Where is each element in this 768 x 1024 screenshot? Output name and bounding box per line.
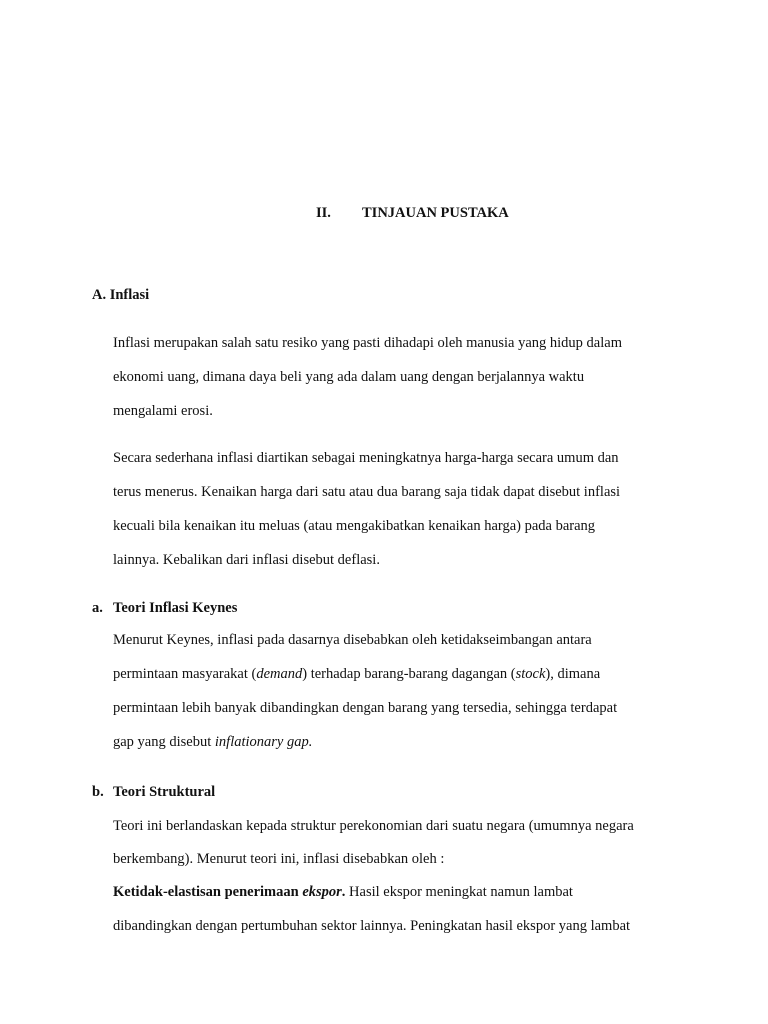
paragraph-line: kecuali bila kenaikan itu meluas (atau mengakibatkan kenaikan harga) pada barang: [113, 518, 596, 534]
text-segment: permintaan masyarakat (: [113, 666, 257, 682]
section-heading-inflasi: A. Inflasi: [92, 287, 150, 303]
subheading-letter-a: a.: [92, 600, 103, 616]
text-segment: Hasil ekspor meningkat namun lambat: [345, 884, 573, 900]
emphasis-inflationary-gap: inflationary gap.: [214, 734, 313, 750]
emphasis-demand: demand: [256, 666, 303, 682]
paragraph-line: mengalami erosi.: [113, 403, 213, 419]
subheading-teori-struktural: Teori Struktural: [113, 784, 216, 800]
emphasis-ekspor: ekspor: [302, 884, 342, 900]
text-segment: ), dimana: [545, 666, 601, 682]
emphasis-stock: stock: [515, 666, 546, 682]
paragraph-line: dibandingkan dengan pertumbuhan sektor lainnya. Peningkatan hasil ekspor yang lambat: [113, 918, 631, 934]
paragraph-line: [113, 666, 600, 683]
text-segment: gap yang disebut: [113, 734, 215, 750]
chapter-title: TINJAUAN PUSTAKA: [362, 205, 509, 221]
paragraph-line: terus menerus. Kenaikan harga dari satu atau dua barang saja tidak dapat disebut inflasi: [113, 484, 621, 500]
bold-lead: [113, 884, 345, 900]
text-segment: Ketidak-elastisan penerimaan: [113, 884, 303, 900]
paragraph-line: Secara sederhana inflasi diartikan sebagai meningkatnya harga-harga secara umum dan: [113, 450, 619, 466]
text-segment: .: [341, 884, 346, 900]
paragraph-line: berkembang). Menurut teori ini, inflasi disebabkan oleh :: [113, 851, 445, 867]
paragraph-line: Teori ini berlandaskan kepada struktur perekonomian dari suatu negara (umumnya negara: [113, 818, 634, 834]
subheading-letter-b: b.: [92, 784, 104, 800]
paragraph-line: Inflasi merupakan salah satu resiko yang pasti dihadapi oleh manusia yang hidup dalam: [113, 335, 622, 351]
paragraph-line: ekonomi uang, dimana daya beli yang ada dalam uang dengan berjalannya waktu: [113, 369, 585, 385]
subheading-teori-inflasi-keynes: Teori Inflasi Keynes: [113, 600, 238, 616]
paragraph-line: permintaan lebih banyak dibandingkan dengan barang yang tersedia, sehingga terdapat: [113, 700, 618, 716]
paragraph-line: Menurut Keynes, inflasi pada dasarnya disebabkan oleh ketidakseimbangan antara: [113, 632, 592, 648]
chapter-number: II.: [316, 205, 331, 221]
paragraph-line: [113, 884, 573, 901]
paragraph-line: lainnya. Kebalikan dari inflasi disebut deflasi.: [113, 552, 380, 568]
paragraph-line: [113, 734, 312, 751]
text-segment: ) terhadap barang-barang dagangan (: [302, 666, 516, 682]
